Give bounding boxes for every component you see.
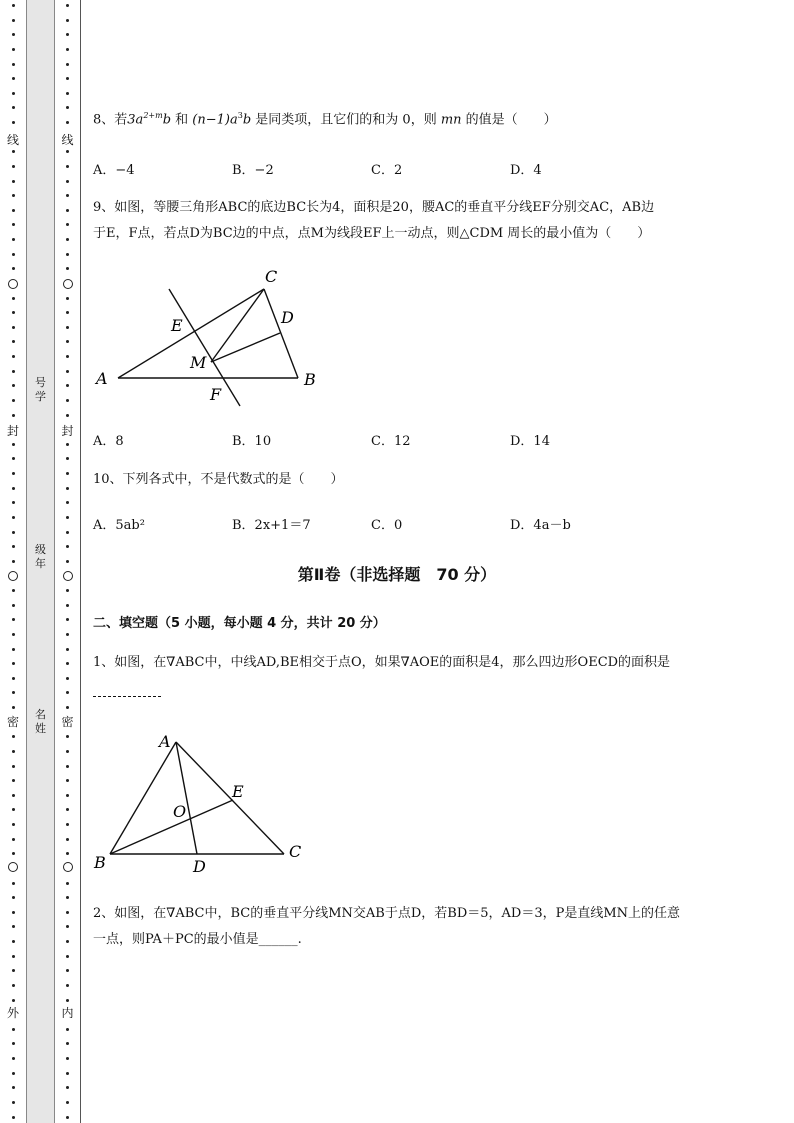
gutter-dot <box>12 180 15 183</box>
label-name: 名姓 <box>35 708 46 735</box>
gutter-dot <box>12 33 15 36</box>
gutter-dot <box>12 691 15 694</box>
gutter-dot <box>66 326 69 329</box>
gutter-circle <box>8 279 18 289</box>
gutter-dot <box>66 896 69 899</box>
gutter-dot <box>12 955 15 958</box>
gutter-dot <box>66 443 69 446</box>
gutter-dot <box>12 150 15 153</box>
label-m: M <box>190 353 207 372</box>
gutter-dot <box>66 487 69 490</box>
gutter-dot <box>12 589 15 592</box>
gutter-dot <box>66 501 69 504</box>
gutter-dot <box>66 618 69 621</box>
gutter-dot <box>12 340 15 343</box>
option-d[interactable]: D．4a－b <box>510 518 571 533</box>
gutter-dot <box>66 779 69 782</box>
gutter-dot <box>12 999 15 1002</box>
question-8-options <box>93 159 649 178</box>
gutter-dot <box>12 63 15 66</box>
gutter-dot <box>12 969 15 972</box>
gutter-dot <box>66 706 69 709</box>
gutter-dot <box>66 77 69 80</box>
gutter-dot <box>12 92 15 95</box>
gutter-dot <box>66 121 69 124</box>
label-a: A <box>159 732 171 751</box>
gutter-dot <box>66 604 69 607</box>
section-2-title: 第Ⅱ卷（非选择题 70 分） <box>297 565 497 584</box>
gutter-dot <box>66 340 69 343</box>
gutter-dot <box>66 1101 69 1104</box>
gutter-dot <box>66 457 69 460</box>
line-ef <box>169 289 240 406</box>
gutter-dot <box>66 589 69 592</box>
option-d[interactable]: D．4 <box>510 163 542 178</box>
gutter-dot <box>66 882 69 885</box>
median-be <box>110 800 233 854</box>
gutter-dot <box>12 370 15 373</box>
gutter-dot <box>12 896 15 899</box>
median-ad <box>176 742 197 854</box>
gutter-dot <box>66 691 69 694</box>
gutter-dot <box>12 223 15 226</box>
gutter-dot <box>12 238 15 241</box>
fill-question-2-line-1: 2、如图，在∇ABC中，BC的垂直平分线MN交AB于点D，若BD＝5，AD＝3，P是直线MN上的任意 <box>93 906 681 921</box>
gutter-dot <box>12 106 15 109</box>
gutter-dot <box>66 794 69 797</box>
gutter-dot <box>66 1086 69 1089</box>
option-c[interactable]: C．12 <box>371 434 411 449</box>
gutter-dot <box>66 648 69 651</box>
gutter-dot <box>66 106 69 109</box>
gutter-dot <box>12 77 15 80</box>
figure-triangle-abc-q9 <box>90 262 330 412</box>
gutter-dot <box>12 794 15 797</box>
gutter-dot <box>12 326 15 329</box>
label-c: C <box>265 267 278 286</box>
segment-ab <box>110 742 176 854</box>
gutter-dot <box>12 852 15 855</box>
gutter-dot <box>12 648 15 651</box>
gutter-dot <box>66 194 69 197</box>
gutter-dot <box>66 911 69 914</box>
gutter-dot <box>66 735 69 738</box>
gutter-dot <box>12 735 15 738</box>
gutter-dot <box>12 311 15 314</box>
segment-ac <box>176 742 284 854</box>
gutter-char-nei: 内 <box>55 1007 80 1019</box>
label-o: O <box>173 802 187 821</box>
gutter-dot <box>66 92 69 95</box>
gutter-char-mi: 密 <box>0 716 26 728</box>
gutter-dot <box>12 443 15 446</box>
gutter-dot <box>66 223 69 226</box>
fill-in-blank-heading: 二、填空题（5 小题，每小题 4 分，共计 20 分） <box>93 616 386 631</box>
gutter-dot <box>66 1028 69 1031</box>
gutter-dot <box>66 838 69 841</box>
gutter-dot <box>12 545 15 548</box>
label-e: E <box>232 782 244 801</box>
label-e: E <box>171 316 183 335</box>
gutter-char-xian: 线 <box>55 134 80 146</box>
fill-question-2-line-2: 一点，则PA＋PC的最小值是______. <box>93 932 302 947</box>
question-9-line-1: 9、如图，等腰三角形ABC的底边BC长为4，面积是20，腰AC的垂直平分线EF分别交AC，AB边 <box>93 200 655 215</box>
gutter-dot <box>66 808 69 811</box>
gutter-dot <box>12 779 15 782</box>
gutter-dot <box>12 1028 15 1031</box>
gutter-dot <box>12 194 15 197</box>
gutter-dot <box>66 940 69 943</box>
gutter-dot <box>66 633 69 636</box>
label-d: D <box>281 308 294 327</box>
gutter-dot <box>66 165 69 168</box>
question-9-options <box>93 430 649 449</box>
gutter-dot <box>66 150 69 153</box>
option-b[interactable]: B．−2 <box>232 163 274 178</box>
fill-question-1: 1、如图，在∇ABC中，中线AD,BE相交于点O，如果∇AOE的面积是4，那么四边形OECD的面积是 <box>93 655 671 670</box>
gutter-dot <box>66 19 69 22</box>
gutter-dot <box>66 48 69 51</box>
label-student-id: 号学 <box>35 376 46 403</box>
segment-cb <box>264 289 298 378</box>
gutter-dot <box>66 253 69 256</box>
gutter-dot <box>12 823 15 826</box>
gutter-dot <box>12 297 15 300</box>
option-c[interactable]: C．2 <box>371 163 403 178</box>
gutter-dot <box>66 925 69 928</box>
gutter-dot <box>12 121 15 124</box>
gutter-dot <box>66 765 69 768</box>
gutter-dot <box>12 399 15 402</box>
gutter-dot <box>66 238 69 241</box>
label-f: F <box>210 385 222 404</box>
gutter-dot <box>66 1042 69 1045</box>
gutter-dot <box>66 370 69 373</box>
gutter-dot <box>66 545 69 548</box>
gutter-dot <box>66 180 69 183</box>
gutter-dot <box>12 662 15 665</box>
gutter-dot <box>66 4 69 7</box>
gutter-dot <box>66 472 69 475</box>
gutter-dot <box>12 384 15 387</box>
gutter-dot <box>12 677 15 680</box>
gutter-dot <box>12 267 15 270</box>
gutter-dot <box>66 384 69 387</box>
option-a[interactable]: A．−4 <box>93 163 135 178</box>
option-a[interactable]: A．8 <box>93 434 124 449</box>
gutter-dot <box>12 355 15 358</box>
gutter-dot <box>12 1042 15 1045</box>
figure-triangle-abc-f1 <box>90 728 310 878</box>
gutter-dot <box>12 940 15 943</box>
gutter-dot <box>66 399 69 402</box>
gutter-dot <box>66 955 69 958</box>
gutter-dot <box>66 1072 69 1075</box>
gutter-dot <box>12 882 15 885</box>
label-b: B <box>304 370 316 389</box>
option-a[interactable]: A．5ab² <box>93 518 145 533</box>
gutter-circle <box>63 279 73 289</box>
gutter-char-feng: 封 <box>0 425 26 437</box>
gutter-dot <box>12 808 15 811</box>
gutter-dot <box>12 4 15 7</box>
gutter-dot <box>12 1086 15 1089</box>
gutter-dot <box>66 516 69 519</box>
gutter-circle <box>63 862 73 872</box>
gutter-char-wai: 外 <box>0 1007 26 1019</box>
option-d[interactable]: D．14 <box>510 434 550 449</box>
option-c[interactable]: C．0 <box>371 518 403 533</box>
gutter-dot <box>12 604 15 607</box>
gutter-dot <box>12 618 15 621</box>
gutter-char-xian: 线 <box>0 134 26 146</box>
option-b[interactable]: B．2x+1＝7 <box>232 518 311 533</box>
label-grade: 级年 <box>35 543 46 570</box>
gutter-dot <box>12 1116 15 1119</box>
question-10: 10、下列各式中，不是代数式的是（ ） <box>93 472 344 487</box>
gutter-dot <box>12 925 15 928</box>
question-8: 8、若$3a^{2+m}b$ 和 $(n-1)a^3b$ 是同类项，且它们的和为 0，则 mn 的值是（ ） <box>93 111 557 128</box>
gutter-dot <box>12 911 15 914</box>
label-a: A <box>96 369 108 388</box>
gutter-dot <box>12 1072 15 1075</box>
gutter-dot <box>12 984 15 987</box>
gutter-dot <box>12 838 15 841</box>
gutter-dot <box>66 969 69 972</box>
gutter-dot <box>66 999 69 1002</box>
gutter-dot <box>12 472 15 475</box>
gutter-dot <box>66 1116 69 1119</box>
gutter-dot <box>66 677 69 680</box>
gutter-dot <box>66 63 69 66</box>
gutter-char-feng: 封 <box>55 425 80 437</box>
gutter-dot <box>66 297 69 300</box>
gutter-dot <box>12 414 15 417</box>
gutter-dot <box>66 984 69 987</box>
gutter-dot <box>66 750 69 753</box>
gutter-dot <box>12 48 15 51</box>
label-d: D <box>193 857 206 876</box>
gutter-dot <box>66 823 69 826</box>
gutter-dot <box>12 1101 15 1104</box>
gutter-dot <box>66 311 69 314</box>
gutter-dot <box>66 267 69 270</box>
option-b[interactable]: B．10 <box>232 434 272 449</box>
gutter-dot <box>66 33 69 36</box>
gutter-dot <box>12 253 15 256</box>
gutter-dot <box>12 516 15 519</box>
gutter-dot <box>12 501 15 504</box>
gutter-dot <box>12 487 15 490</box>
gutter-dot <box>66 1057 69 1060</box>
gutter-dot <box>66 662 69 665</box>
gutter-dot <box>12 750 15 753</box>
gutter-dot <box>12 531 15 534</box>
gutter-dot <box>12 457 15 460</box>
gutter-dot <box>12 633 15 636</box>
gutter-dot <box>12 209 15 212</box>
gutter-dot <box>12 765 15 768</box>
answer-blank-1[interactable] <box>93 682 161 701</box>
gutter-char-mi: 密 <box>55 716 80 728</box>
gutter-dot <box>66 531 69 534</box>
label-b: B <box>94 853 106 872</box>
gutter-dot <box>12 165 15 168</box>
gutter-dot <box>66 414 69 417</box>
label-c: C <box>289 842 302 861</box>
gutter-dot <box>12 1057 15 1060</box>
gutter-dot <box>66 852 69 855</box>
question-10-options <box>93 514 649 533</box>
gutter-dot <box>12 706 15 709</box>
gutter-dot <box>66 355 69 358</box>
gutter-dot <box>66 209 69 212</box>
gutter-dot <box>12 19 15 22</box>
question-9-line-2: 于E，F点，若点D为BC边的中点，点M为线段EF上一动点，则△CDM 周长的最小值为（ ） <box>93 226 651 241</box>
gutter-circle <box>8 862 18 872</box>
